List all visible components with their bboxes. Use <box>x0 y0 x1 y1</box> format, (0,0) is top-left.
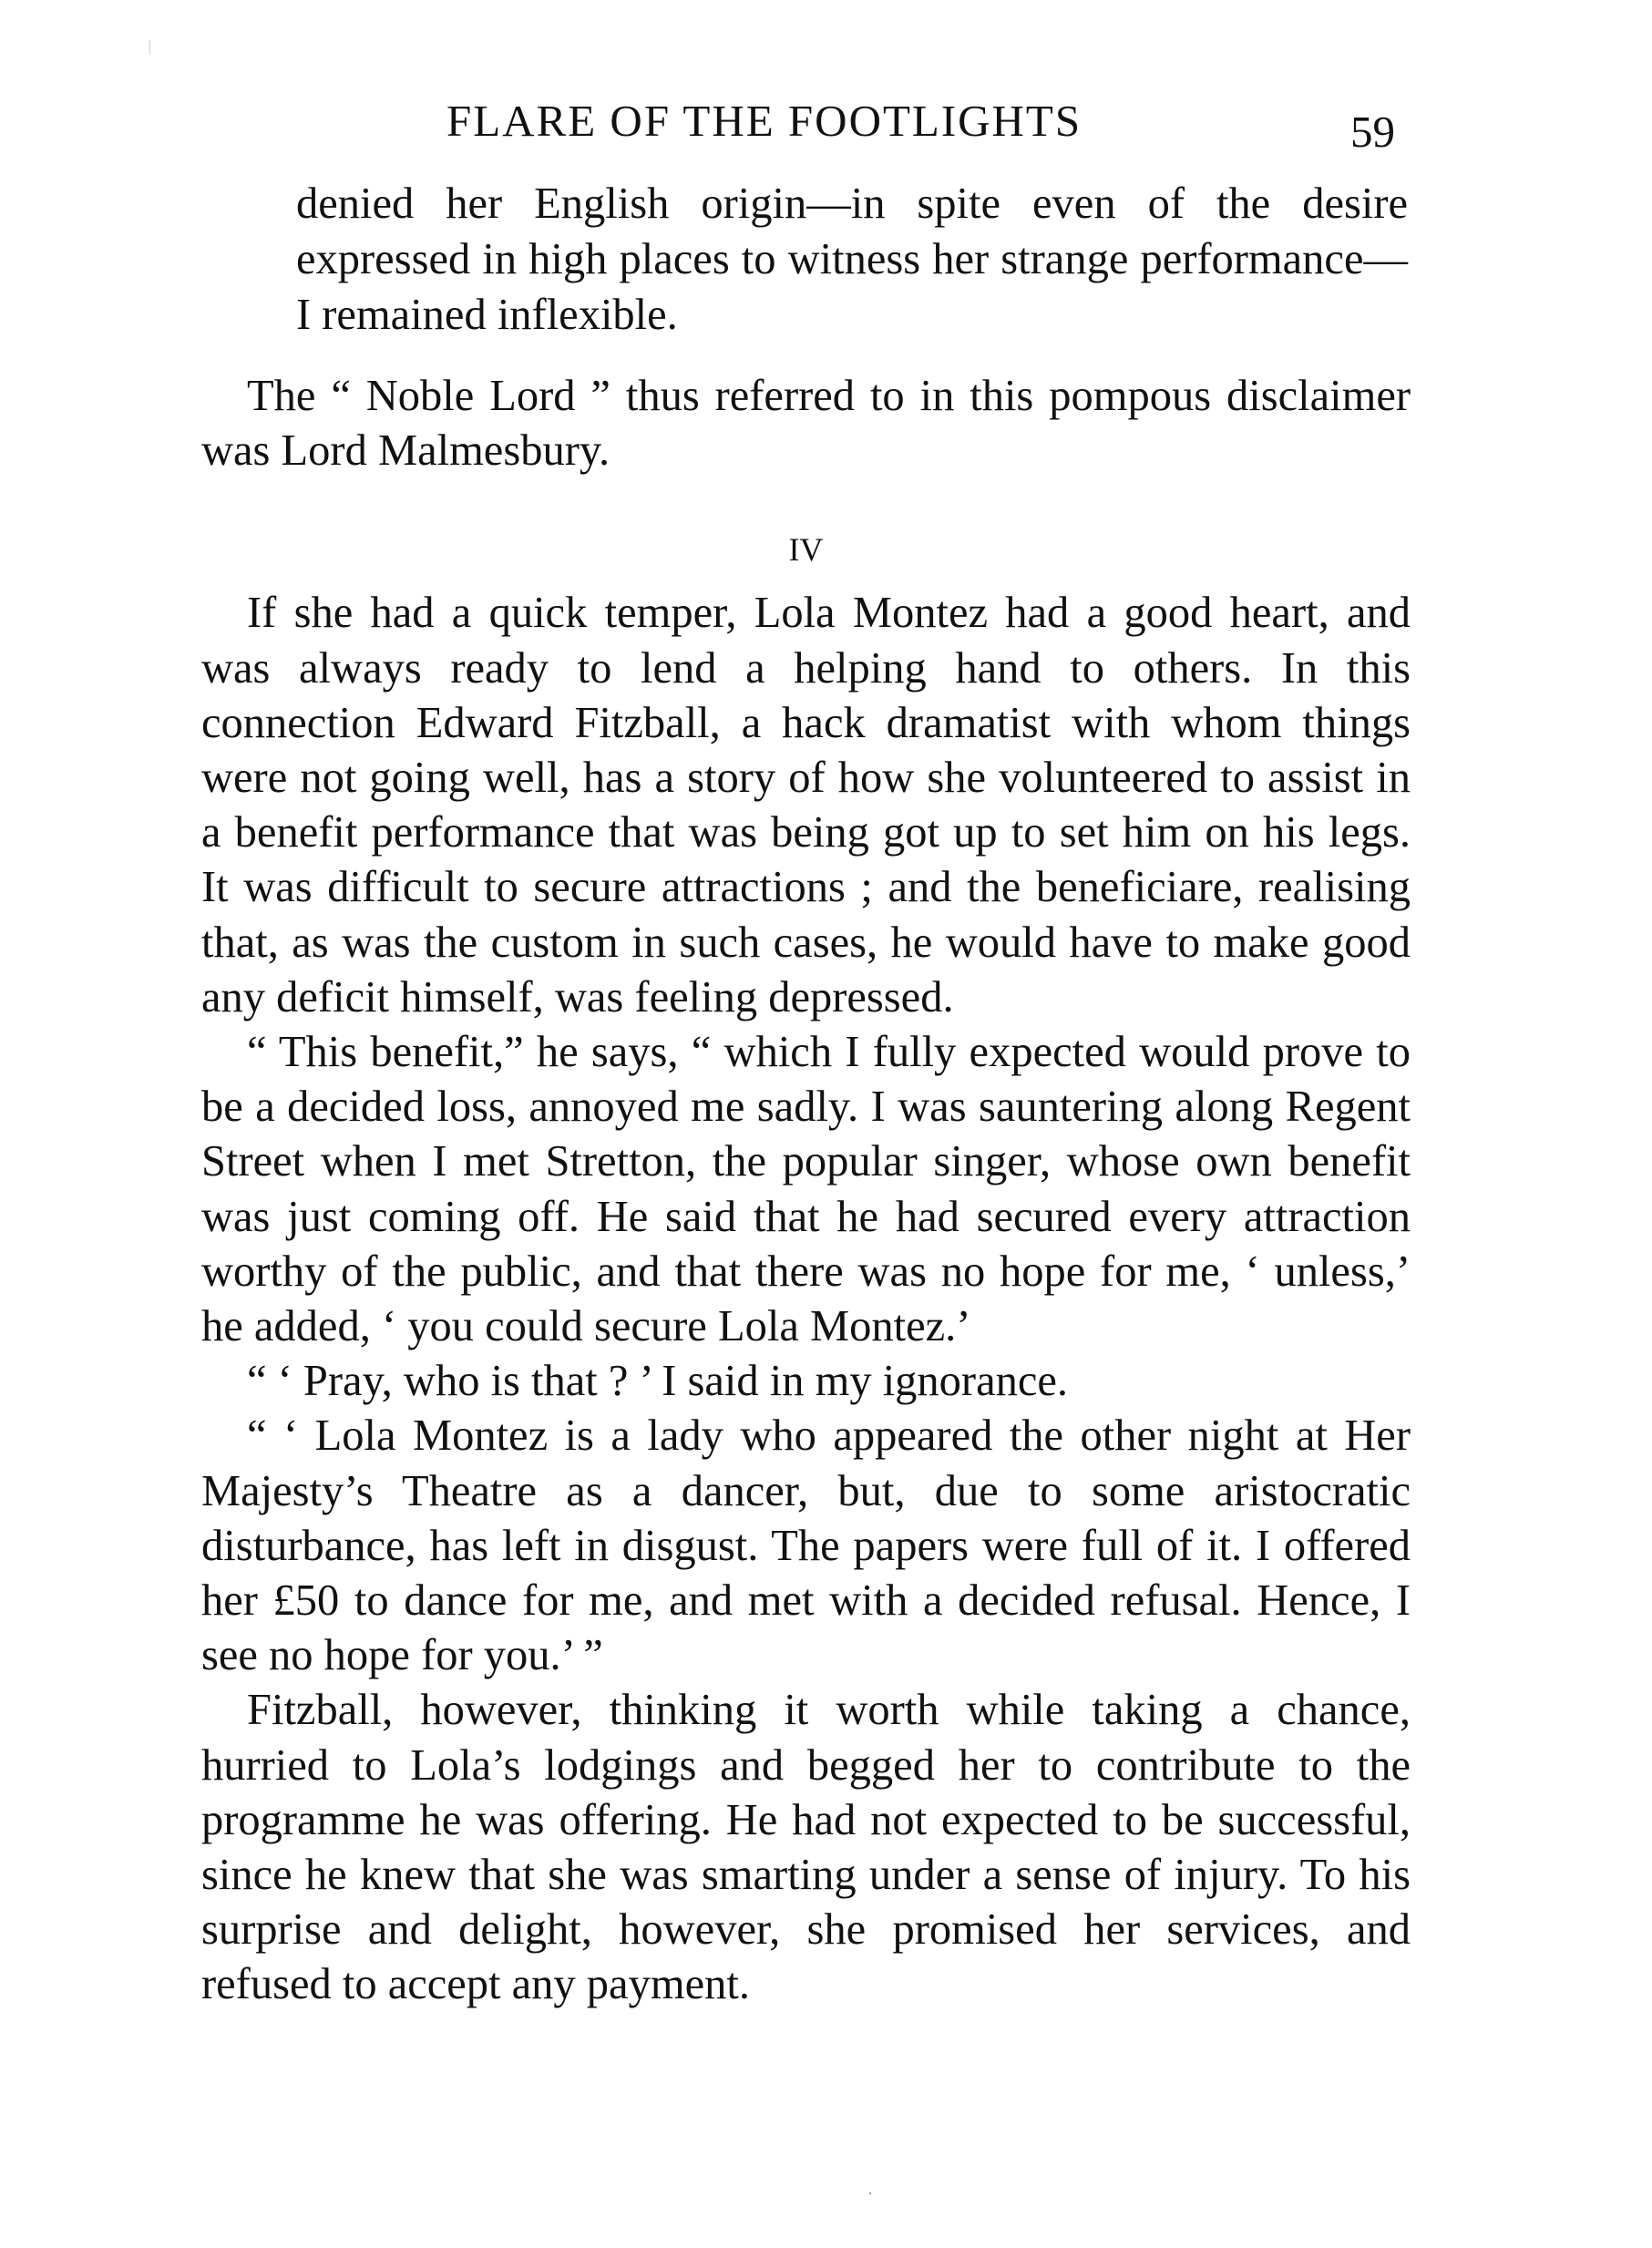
page-number: 59 <box>1350 107 1395 157</box>
section-number: IV <box>788 531 824 569</box>
running-title: FLARE OF THE FOOTLIGHTS <box>446 96 1083 146</box>
margin-mark <box>149 40 150 55</box>
paragraph: “ This benefit,” he says, “ which I fully expected would prove to be a decided loss, annoyed me sadly. I was sauntering along Regent Street when I met Stretton, the popular singer, whose own benefit was just coming off. He said that he had secured every attraction worthy of the public, and that there was no hope for me, ‘ unless,’ he added, ‘ you could secure Lola Montez.’ <box>201 1028 1411 1351</box>
paragraph: “ ‘ Pray, who is that ? ’ I said in my ignorance. <box>247 1357 1069 1406</box>
paragraph: If she had a quick temper, Lola Montez had a good heart, and was always ready to lend a helping hand to others. In this connection Edward Fitzball, a hack dramatist with whom things were not going well, has a story of how she volunteered to assist in a benefit performance that was being got up to set him on his legs. It was difficult to secure attractions ; and the beneficiare, realising that, as was the custom in such cases, he would have to make good any deficit himself, was feeling depressed. <box>201 589 1411 1021</box>
paragraph: The “ Noble Lord ” thus referred to in this pompous disclaimer was Lord Malmesbury. <box>201 372 1411 476</box>
print-speck <box>869 2192 871 2194</box>
page-header <box>446 94 1412 167</box>
quoted-passage: denied her English origin—in spite even of the desire expressed in high places to witness her strange performance—I remained inflexible. <box>296 180 1408 339</box>
body-text <box>201 369 1411 2013</box>
paragraph: Fitzball, however, thinking it worth while taking a chance, hurried to Lola’s lodgings and begged her to contribute to the programme he was offering. He had not expected to be successful, since he knew that she was smarting under a sense of injury. To his surprise and delight, however, she promised her services, and refused to accept any payment. <box>201 1686 1411 2009</box>
paragraph: “ ‘ Lola Montez is a lady who appeared the other night at Her Majesty’s Theatre as a dancer, but, due to some aristocratic disturbance, has left in disgust. The papers were full of it. I offered her £50 to dance for me, and met with a decided refusal. Hence, I see no hope for you.’ ” <box>201 1411 1411 1680</box>
